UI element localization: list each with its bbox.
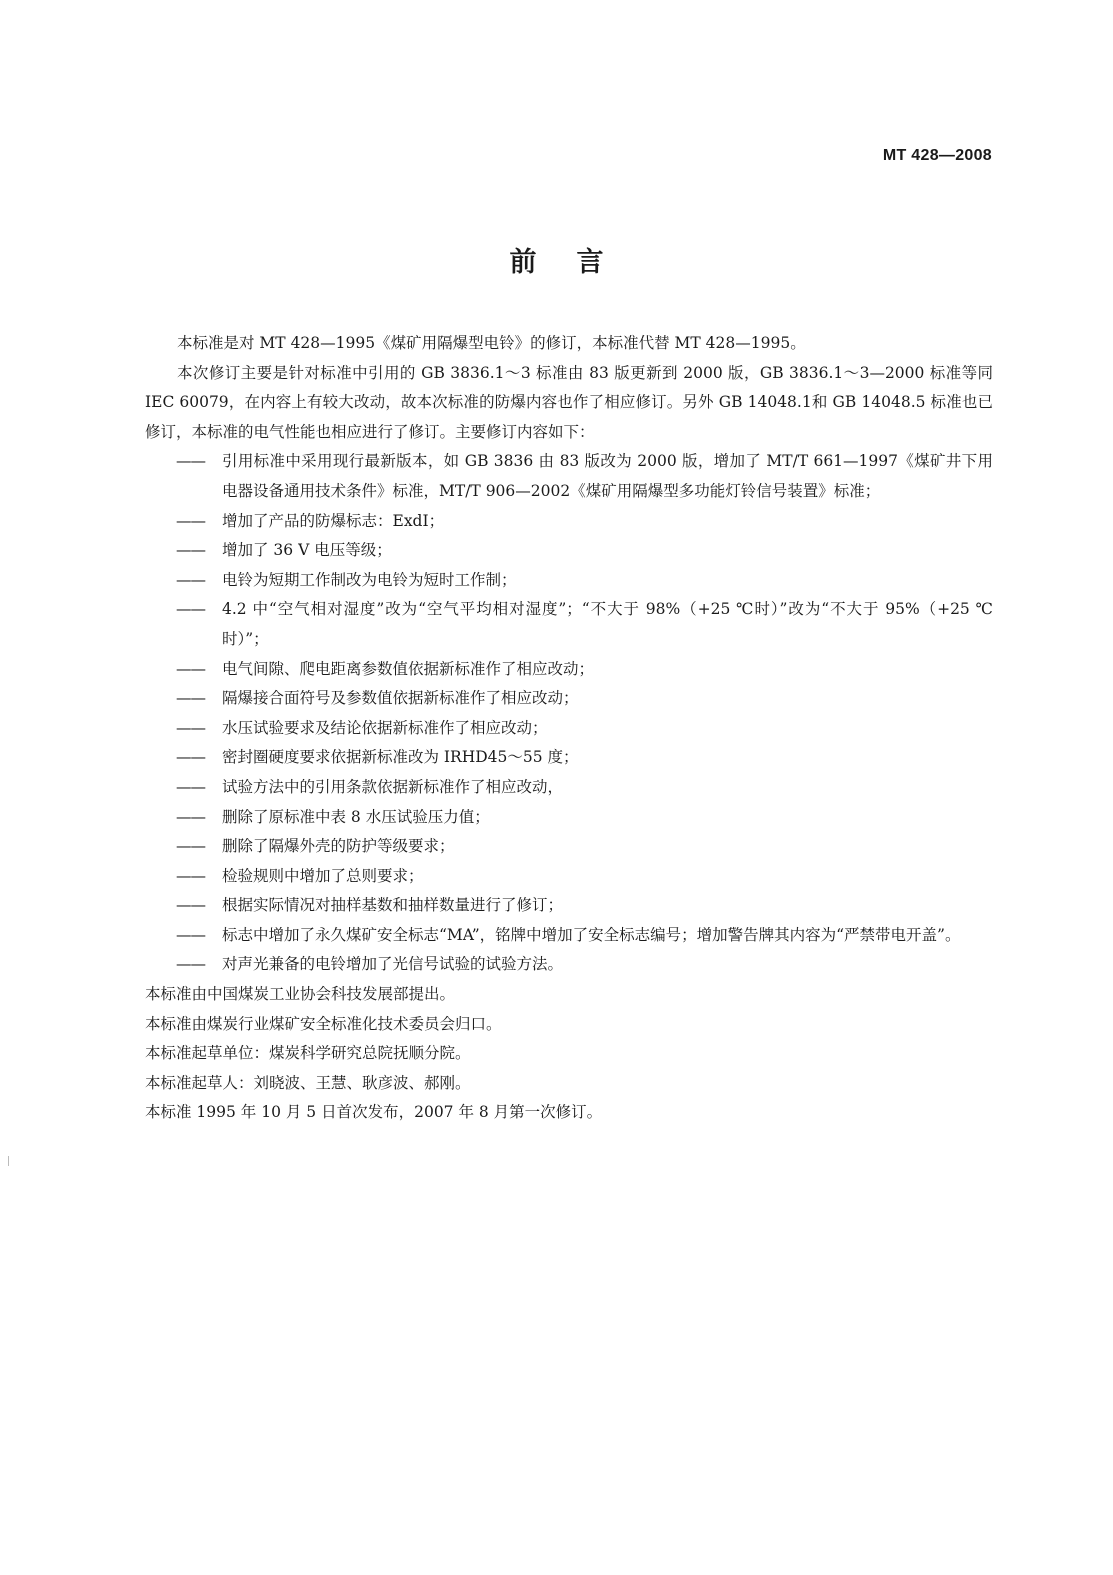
revision-list xyxy=(145,447,993,980)
revision-item: —— 电气间隙、爬电距离参数值依据新标准作了相应改动； xyxy=(145,655,993,685)
closing-section xyxy=(145,980,993,1128)
closing-line: 本标准 1995 年 10 月 5 日首次发布，2007 年 8 月第一次修订。 xyxy=(145,1103,603,1122)
page-title: 前言 xyxy=(509,247,644,278)
revision-item: —— 密封圈硬度要求依据新标准改为 IRHD45～55 度； xyxy=(145,743,993,773)
revision-item: —— 4.2 中“空气相对湿度”改为“空气平均相对湿度”；“不大于 98%（+25 ℃时）”改为“不大于 95%（+25 ℃时）”； xyxy=(145,595,993,654)
revision-item: —— 水压试验要求及结论依据新标准作了相应改动； xyxy=(145,714,993,744)
revision-item: —— 引用标准中采用现行最新版本，如 GB 3836 由 83 版改为 2000 版，增加了 MT/T 661—1997《煤矿井下用电器设备通用技术条件》标准，MT/T 906—2002《煤矿用隔爆型多功能灯铃信号装置》标准； xyxy=(145,447,993,506)
revision-item: —— 删除了隔爆外壳的防护等级要求； xyxy=(145,832,993,862)
revision-item: —— 检验规则中增加了总则要求； xyxy=(145,862,993,892)
closing-line: 本标准起草人：刘晓波、王慧、耿彦波、郝刚。 xyxy=(145,1073,471,1092)
revision-item: —— 增加了产品的防爆标志：ExdI； xyxy=(145,507,993,537)
revision-item: —— 增加了 36 V 电压等级； xyxy=(145,536,993,566)
closing-line: 本标准由中国煤炭工业协会科技发展部提出。 xyxy=(145,985,456,1004)
revision-item: —— 标志中增加了永久煤矿安全标志“MA”，铭牌中增加了安全标志编号；增加警告牌其内容为“严禁带电开盖”。 xyxy=(145,921,993,951)
intro-paragraph: 本标准是对 MT 428—1995《煤矿用隔爆型电铃》的修订，本标准代替 MT 428—1995。 xyxy=(177,334,806,352)
revision-item: —— 隔爆接合面符号及参数值依据新标准作了相应改动； xyxy=(145,684,993,714)
intro-paragraph: 本次修订主要是针对标准中引用的 GB 3836.1～3 标准由 83 版更新到 2000 版，GB 3836.1～3—2000 标准等同 IEC 60079，在内容上有较大改动，故本次标准的防爆内容也作了相应修订。另外 GB 14048.1和 GB 14048.5 标准也已修订，本标准的电气性能也相应进行了修订。主要修订内容如下： xyxy=(145,363,993,441)
standard-code: MT 428—2008 xyxy=(882,147,992,164)
scan-mark xyxy=(8,1156,9,1166)
closing-line: 本标准起草单位：煤炭科学研究总院抚顺分院。 xyxy=(145,1044,471,1063)
revision-item: —— 对声光兼备的电铃增加了光信号试验的试验方法。 xyxy=(145,950,993,980)
revision-item: —— 删除了原标准中表 8 水压试验压力值； xyxy=(145,803,993,833)
document-body xyxy=(145,329,993,1128)
revision-item: —— 电铃为短期工作制改为电铃为短时工作制； xyxy=(145,566,993,596)
revision-item: —— 试验方法中的引用条款依据新标准作了相应改动， xyxy=(145,773,993,803)
revision-item: —— 根据实际情况对抽样基数和抽样数量进行了修订； xyxy=(145,891,993,921)
closing-line: 本标准由煤炭行业煤矿安全标准化技术委员会归口。 xyxy=(145,1014,502,1033)
